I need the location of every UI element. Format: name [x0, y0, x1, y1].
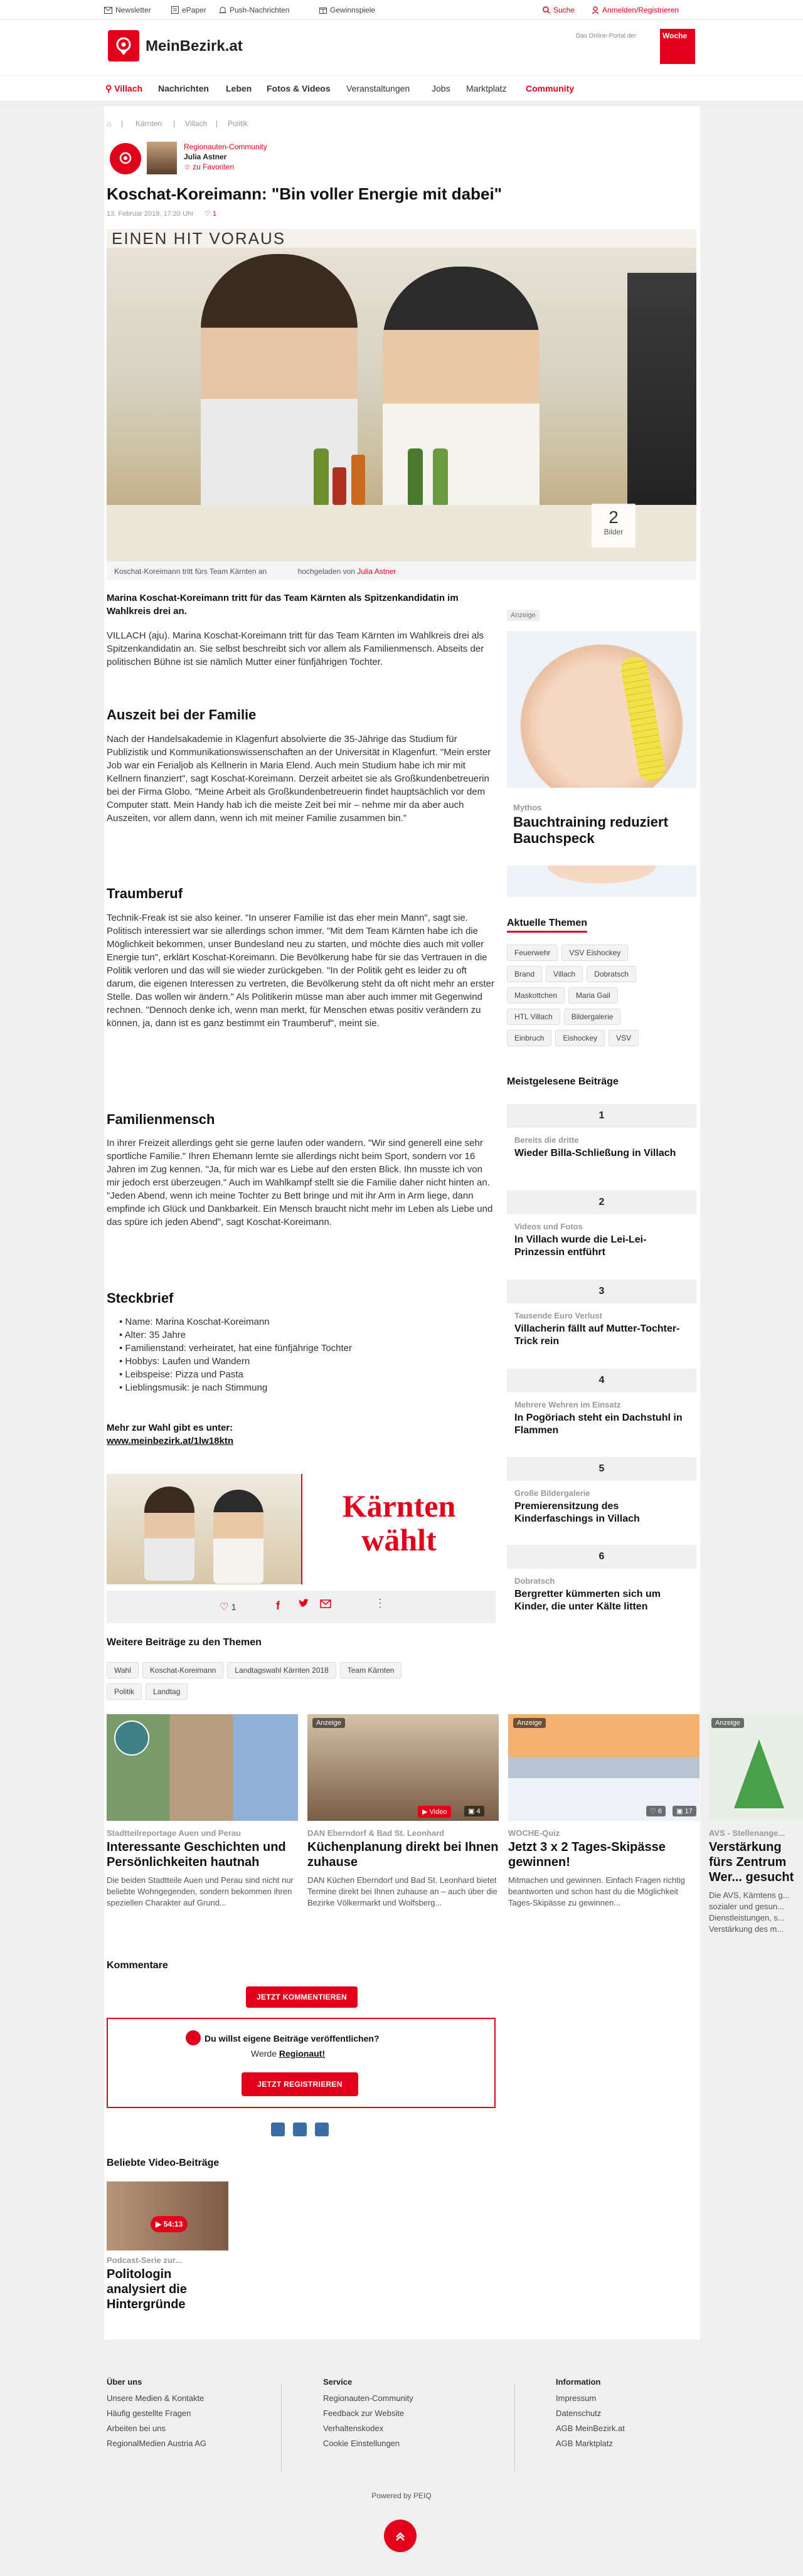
article-paragraph: Technik-Freak ist sie also keiner. "In unserer Familie ist das eher mein Mann", sagt sie. Politisch interessiert war sie allerdings schon immer. "Mit dem Team Kärnten habe ich die Möglichkeit bekommen, unser Bundesland neu zu starten, und möchte dies auch mit voller Energie tun", erklärt Koschat-Koreimann. Die Bevölkerung habe für sie das Vertrauen in die Politik verloren und das will sie wieder zurückgeben. "In der Politik geht es leider zu oft darum, die eigenen Interessen zu vertreten, die Bevölkerung steht da oft nicht mehr an erster Stelle. Das wollen wir ändern." Als Politikerin müsse man aber auch immer mit Gegenwind rechnen. "Dennoch denke ich, wenn man merkt, für Menschen etwas positiv verändern zu können, ja, dann ist es ganz bestimmt ein Traumberuf", meint sie. [107, 913, 494, 1029]
search-icon [542, 6, 550, 14]
topic-tag[interactable]: HTL Villach [507, 1009, 560, 1025]
topic-tag[interactable]: Bildergalerie [564, 1009, 621, 1025]
section-heading: Traumberuf [107, 886, 183, 901]
most-read-item[interactable]: Mehrere Wehren im Einsatz In Pogöriach steht ein Dachstuhl in Flammen [514, 1400, 683, 1436]
rank-number: 3 [507, 1280, 696, 1303]
regionaut-link[interactable]: Regionaut! [279, 2049, 325, 2059]
location-selector[interactable] [105, 83, 142, 94]
card-text: Die beiden Stadtteile Auen und Perau sind nicht nur beliebte Wohngegenden, sondern bekommen ihren speziellen Charakter auf Grund... [107, 1875, 294, 1907]
breadcrumb-sep: | [173, 119, 176, 128]
user-icon [591, 6, 599, 14]
vote-link[interactable]: www.meinbezirk.at/1lw18ktn [107, 1436, 234, 1446]
footer-link[interactable]: AGB MeinBezirk.at [556, 2424, 625, 2433]
logo-icon[interactable] [108, 30, 139, 61]
card-image [709, 1714, 803, 1821]
nav-marktplatz[interactable]: Marktplatz [466, 83, 507, 93]
article-paragraph: VILLACH (aju). Marina Koschat-Koreimann tritt für das Team Kärnten im Wahlkreis drei als Spitzenkandidatin an. Sie selbst beschreibt sich vor allem als Familienmensch. Abseits der politischen Bühne ist sie nämlich Mutter einer fünfjährigen Tochter. [107, 630, 484, 667]
rank-number: 2 [507, 1190, 696, 1214]
gewinnspiele-label: Gewinnspiele [330, 6, 376, 14]
main-nav [0, 75, 803, 102]
epaper-link[interactable] [171, 6, 206, 14]
article-paragraph: Nach der Handelsakademie in Klagenfurt absolvierte die 35-Jährige das Studium für Publizistik und Kommunikationswissenschaften an der Universität in Klagenfurt. "Mein erster Job war ein Ferialjob als Kellnerin in Maria Elend. Auch mein Studium habe ich mir mit Kellnern finanziert", sagt Koschat-Koreimann. Derzeit arbeitet sie als Großkundenbetreuerin bei der Firma Globo. "Meine Arbeit als Großkundenbetreuerin findet hauptsächlich vor dem Computer statt. Mein Handy hab ich die meiste Zeit bei mir – nehme mir da aber auch Auszeiten, vor allem dann, wenn ich mit meiner Familie zusammen bin." [107, 734, 491, 824]
card-image [107, 1714, 298, 1821]
logo-text[interactable]: MeinBezirk.at [146, 38, 243, 55]
related-tag[interactable]: Landtag [146, 1683, 188, 1700]
footer-col-title: Service [323, 2377, 353, 2387]
topic-tag[interactable]: VSV [609, 1030, 639, 1046]
twitter-icon[interactable] [298, 1598, 309, 1611]
banner-line2: wählt [361, 1522, 437, 1557]
footer-link[interactable]: RegionalMedien Austria AG [107, 2439, 206, 2448]
most-read-item[interactable]: Große Bildergalerie Premierensitzung des Kinderfaschings in Villach [514, 1488, 640, 1524]
hero-sign: EINEN HIT VORAUS [112, 229, 286, 248]
most-read-item[interactable]: Bereits die dritte Wieder Billa-Schließung in Villach [514, 1135, 676, 1158]
comments-title: Kommentare [107, 1960, 168, 1971]
article-paragraph: In ihrer Freizeit allerdings geht sie gerne laufen oder wandern. "Wir sind generell eine sehr sportliche Familie." Ihren Ehemann lernte sie allerdings nicht beim Sport, sondern vor 16 Jahren im Zug kennen. "Ja, für mich war es Liebe auf den ersten Blick. Ihn musste ich von mir jedoch erst überzeugen." Auch im Wahlkampf stellt sie die Familie daher nicht hinten an. "Jeden Abend, wenn ich meine Tochter zu Bett bringe und mit ihr Arm in Arm liege, dann empfinde ich Glück und Dankbarkeit. Ein Mensch braucht nicht mehr im Leben als Liebe und das spüre ich jeden Abend", sagt Koschat-Koreimann. [107, 1138, 493, 1227]
related-card[interactable] [508, 1714, 699, 1909]
author-name[interactable]: Julia Astner [184, 152, 227, 161]
twitter-icon[interactable] [293, 2123, 307, 2136]
ad-badge: Anzeige [711, 1718, 744, 1728]
comments-badge: ▣ 17 [673, 1806, 696, 1816]
footer-divider [281, 2383, 282, 2471]
search-link[interactable] [542, 6, 575, 14]
banner-image[interactable] [107, 1474, 301, 1584]
related-card[interactable] [709, 1714, 803, 1935]
footer-link[interactable]: Datenschutz [556, 2409, 602, 2418]
rank-number: 4 [507, 1369, 696, 1392]
hero-caption [107, 561, 696, 580]
woche-logo[interactable]: Woche [660, 29, 695, 64]
topic-tag[interactable]: Dobratsch [587, 966, 636, 982]
fact-item: • Leibspeise: Pizza und Pasta [119, 1369, 243, 1380]
home-icon[interactable]: ⌂ [107, 119, 112, 128]
facts-list [119, 1315, 496, 1394]
footer-link[interactable]: Regionauten-Community [323, 2393, 413, 2403]
related-title: Weitere Beiträge zu den Themen [107, 1637, 262, 1648]
footer-link[interactable]: Häufig gestellte Fragen [107, 2409, 191, 2418]
publish-question: Du willst eigene Beiträge veröffentlichen? [205, 2033, 380, 2043]
push-link[interactable] [218, 6, 289, 14]
topic-tag[interactable]: Villach [546, 966, 583, 982]
ad-image[interactable] [507, 631, 696, 788]
card-text: Mitmachen und gewinnen. Einfach Fragen richtig beantworten und schon hast du die Möglichkeit Tages-Skipässe zu gewinnen... [508, 1875, 685, 1907]
topics-list [507, 945, 696, 1051]
nav-veranstaltungen[interactable]: Veranstaltungen [346, 83, 410, 93]
login-link[interactable] [591, 6, 679, 14]
video-thumbnail[interactable] [107, 2181, 228, 2250]
portal-tagline: Das Online-Portal der [576, 33, 637, 40]
newspaper-icon [171, 6, 179, 14]
favorite-label: zu Favoriten [193, 162, 235, 171]
footer-divider [514, 2383, 515, 2471]
image-count: 2 [609, 507, 619, 527]
ad-badge: Anzeige [513, 1718, 546, 1728]
login-label: Anmelden/Registrieren [602, 6, 679, 14]
newsletter-label: Newsletter [115, 6, 151, 14]
card-image [307, 1714, 499, 1821]
footer-link[interactable]: Cookie Einstellungen [323, 2439, 400, 2448]
related-tag[interactable]: Landtagswahl Kärnten 2018 [227, 1662, 336, 1678]
gift-icon [319, 6, 327, 14]
like-count: 1 [231, 1602, 237, 1612]
footer-link[interactable]: Impressum [556, 2393, 597, 2403]
nav-jobs[interactable]: Jobs [432, 83, 450, 93]
video-subtitle: Podcast-Serie zur... [107, 2255, 182, 2265]
mail-share-icon[interactable] [315, 2123, 329, 2136]
comment-button[interactable]: JETZT KOMMENTIEREN [246, 1986, 358, 2008]
card-title: Verstärkung fürs Zentrum Wer... gesucht [709, 1840, 794, 1884]
topic-tag[interactable]: Maria Gail [568, 987, 618, 1004]
related-tag[interactable]: Wahl [107, 1662, 139, 1678]
topic-tag[interactable]: Brand [507, 966, 542, 982]
card-text: DAN Küchen Eberndorf und Bad St. Leonhard bietet Termine direkt bei Ihnen zuhause an – auch über die Bezirke Völkermarkt und Wolfsberg... [307, 1875, 497, 1907]
section-heading: Steckbrief [107, 1290, 174, 1306]
footer-link[interactable]: Feedback zur Website [323, 2409, 405, 2418]
caption-by: hochgeladen von [297, 567, 355, 576]
card-subtitle: WOCHE-Quiz [508, 1828, 560, 1838]
likes-count: 1 [212, 210, 217, 218]
push-label: Push-Nachrichten [230, 6, 290, 14]
nav-fotos-videos[interactable]: Fotos & Videos [267, 83, 331, 93]
scroll-top-button[interactable] [384, 2520, 417, 2552]
most-read-title: Meistgelesene Beiträge [507, 1076, 619, 1087]
ad-image-bottom[interactable] [507, 866, 696, 897]
breadcrumb-villach[interactable]: Villach [185, 119, 208, 128]
most-read-item[interactable]: Tausende Euro Verlust Villacherin fällt auf Mutter-Tochter-Trick rein [514, 1311, 680, 1347]
card-subtitle: AVS - Stellenange... [709, 1828, 785, 1838]
related-tag[interactable]: Koschat-Koreimann [142, 1662, 223, 1678]
footer-link[interactable]: AGB Marktplatz [556, 2439, 614, 2448]
ad-badge: Anzeige [312, 1718, 345, 1728]
footer-col-title: Über uns [107, 2377, 142, 2387]
bell-icon [218, 6, 226, 14]
topic-tag[interactable]: Eishockey [555, 1030, 605, 1046]
register-button[interactable]: JETZT REGISTRIEREN [242, 2072, 358, 2096]
article-title: Koschat-Koreimann: "Bin voller Energie mit dabei" [107, 184, 502, 203]
community-avatar[interactable] [110, 143, 141, 174]
topic-tag[interactable]: Feuerwehr [507, 945, 558, 961]
pin-icon: ⚲ [105, 83, 112, 93]
vote-text: Mehr zur Wahl gibt es unter: [107, 1423, 233, 1433]
heart-icon: ♡ [220, 1602, 229, 1613]
ad-brand: Mythos [513, 803, 542, 812]
card-text: Die AVS, Kärntens g... sozialer und gesun... Dienstleistungen, s... Verstärkung des m... [709, 1890, 790, 1934]
ad-label: Anzeige [507, 610, 540, 621]
card-subtitle: Stadtteilreportage Auen und Perau [107, 1828, 242, 1838]
heart-icon: ♡ [205, 210, 211, 218]
author-avatar[interactable] [147, 142, 177, 174]
topic-tag[interactable]: Einbruch [507, 1030, 551, 1046]
caption-author[interactable]: Julia Astner [357, 567, 396, 576]
rank-number: 1 [507, 1104, 696, 1128]
footer-link[interactable]: Verhaltenskodex [323, 2424, 384, 2433]
related-card[interactable] [107, 1714, 298, 1909]
fact-item: • Lieblingsmusik: je nach Stimmung [119, 1382, 268, 1393]
footer-link[interactable]: Arbeiten bei uns [107, 2424, 166, 2433]
facebook-icon[interactable] [271, 2123, 285, 2136]
location-label: Villach [114, 83, 143, 93]
image-count-badge[interactable] [592, 504, 635, 548]
more-options-icon[interactable]: ⋮ [375, 1597, 386, 1609]
caption-text: Koschat-Koreimann tritt fürs Team Kärnten an [114, 567, 267, 576]
article-meta: 13. Februar 2018, 17:20 Uhr [107, 210, 194, 218]
article-lead: Marina Koschat-Koreimann tritt für das Team Kärnten als Spitzenkandidatin im Wahlkreis drei an. [107, 593, 459, 617]
rank-number: 6 [507, 1545, 696, 1569]
topic-tag[interactable]: Maskottchen [507, 987, 565, 1004]
related-tag[interactable]: Politik [107, 1683, 142, 1700]
section-heading: Familienmensch [107, 1111, 215, 1127]
related-tags [107, 1662, 508, 1705]
most-read-item[interactable]: Videos und Fotos In Villach wurde die Lei-Lei-Prinzessin entführt [514, 1222, 647, 1258]
gewinnspiele-link[interactable] [319, 6, 375, 14]
mail-icon [104, 6, 112, 14]
card-title: Küchenplanung direkt bei Ihnen zuhause [307, 1840, 499, 1869]
related-tag[interactable]: Team Kärnten [340, 1662, 402, 1678]
nav-community[interactable]: Community [526, 83, 574, 93]
favorite-button[interactable] [184, 162, 234, 171]
search-label: Suche [553, 6, 575, 14]
banner-line1: Kärnten [342, 1488, 456, 1524]
card-title: Interessante Geschichten und Persönlichkeiten hautnah [107, 1840, 286, 1869]
fact-item: • Alter: 35 Jahre [119, 1330, 186, 1340]
videos-title: Beliebte Video-Beiträge [107, 2158, 220, 2168]
ad-title[interactable]: Bauchtraining reduziert Bauchspeck [513, 814, 668, 846]
epaper-label: ePaper [182, 6, 206, 14]
publish-prompt: Werde Regionaut! [251, 2049, 325, 2059]
fact-item: • Hobbys: Laufen und Wandern [119, 1356, 250, 1367]
newsletter-link[interactable] [104, 6, 151, 14]
fact-item: • Familienstand: verheiratet, hat eine fünfjährige Tochter [119, 1343, 353, 1354]
community-icon [186, 2030, 201, 2045]
rank-number: 5 [507, 1457, 696, 1481]
video-title[interactable]: Politologin analysiert die Hintergründe [107, 2267, 187, 2311]
card-subtitle: DAN Eberndorf & Bad St. Leonhard [307, 1828, 445, 1838]
most-read-item[interactable]: Dobratsch Bergretter kümmerten sich um Kinder, die unter Kälte litten [514, 1576, 661, 1612]
article-likes[interactable] [205, 209, 216, 218]
breadcrumb-sep: | [121, 119, 124, 128]
related-card[interactable] [307, 1714, 499, 1909]
section-heading: Auszeit bei der Familie [107, 707, 257, 723]
photo-count-badge: ▣ 4 [464, 1806, 484, 1816]
nav-nachrichten[interactable]: Nachrichten [158, 83, 209, 93]
kaernten-waehlt-banner[interactable] [301, 1474, 496, 1584]
image-count-label: Bilder [604, 527, 624, 536]
breadcrumb-kaernten[interactable]: Kärnten [136, 119, 162, 128]
video-badge: ▶ Video [418, 1806, 451, 1818]
powered-by[interactable]: Powered by PEIQ [371, 2491, 432, 2500]
video-duration-badge: ▶ 54:13 [151, 2216, 188, 2232]
like-button[interactable] [220, 1601, 237, 1613]
topics-title: Aktuelle Themen [507, 918, 587, 933]
fact-item: • Name: Marina Koschat-Koreimann [119, 1317, 270, 1327]
breadcrumb-sep: | [216, 119, 218, 128]
footer-link[interactable]: Unsere Medien & Kontakte [107, 2393, 205, 2403]
mail-share-icon[interactable] [320, 1599, 331, 1610]
card-image [508, 1714, 699, 1821]
hero-image[interactable] [107, 229, 696, 561]
footer-col-title: Information [556, 2377, 601, 2387]
breadcrumb-politik[interactable]: Politik [228, 119, 248, 128]
card-title: Jetzt 3 x 2 Tages-Skipässe gewinnen! [508, 1840, 666, 1869]
nav-leben[interactable]: Leben [226, 83, 252, 93]
community-label[interactable]: Regionauten-Community [184, 142, 267, 151]
chevron-up-icon [394, 2530, 407, 2542]
likes-badge: ♡ 6 [646, 1806, 666, 1816]
top-bar [0, 0, 803, 20]
facebook-icon[interactable]: f [276, 1599, 280, 1612]
topic-tag[interactable]: VSV Eishockey [561, 945, 628, 961]
star-icon: ☆ [184, 162, 191, 171]
